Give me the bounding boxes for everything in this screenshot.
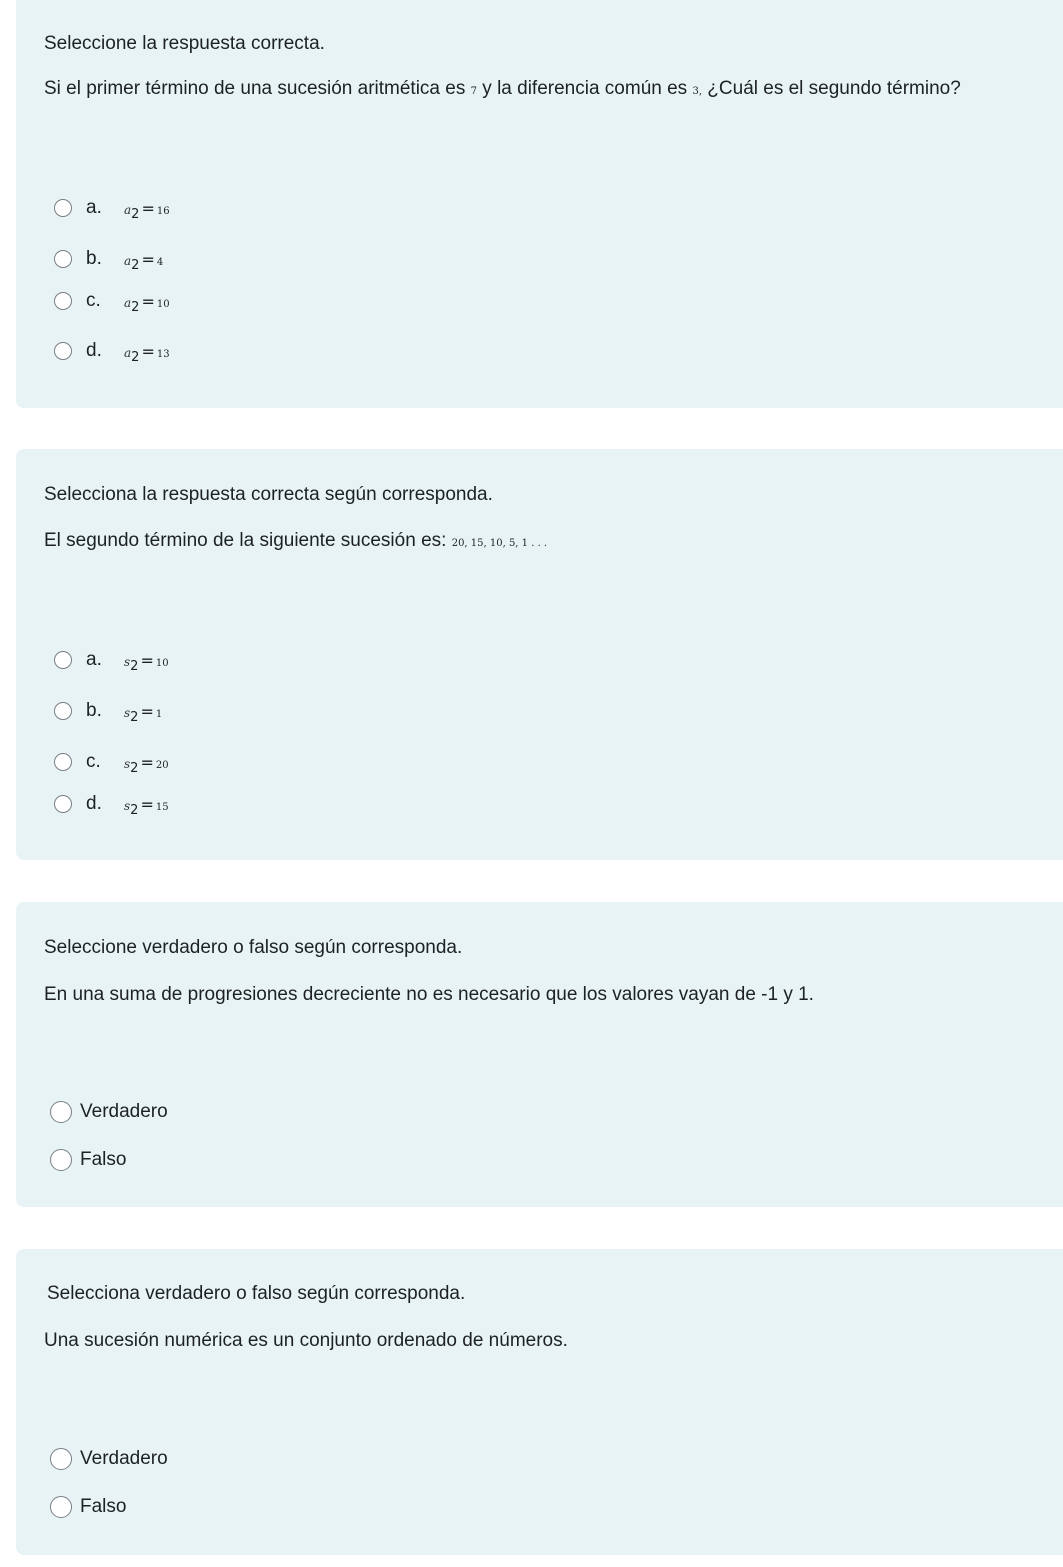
question-text: Una sucesión numérica es un conjunto ordenado de números. [44,1330,568,1351]
option-label: Falso [80,1496,127,1517]
radio-button[interactable] [54,292,72,310]
answer-option-d[interactable] [54,792,169,816]
option-formula: s 2 = 20 [124,752,169,776]
question-instruction: Selecciona verdadero o falso según corresponda. [47,1283,466,1304]
radio-button[interactable] [54,651,72,669]
radio-button[interactable] [54,795,72,813]
math-value: 3, [692,86,703,97]
question-card-2 [16,449,1063,860]
option-label: Falso [80,1149,127,1170]
radio-button[interactable] [54,702,72,720]
option-formula: s 2 = 1 [124,701,163,725]
answer-option-c[interactable] [54,289,170,313]
answer-option-false[interactable] [50,1147,126,1173]
option-letter: a. [86,649,102,670]
question-card-1 [16,0,1063,408]
math-value: 20, 15, 10, 5, 1 . . . [451,538,548,549]
question-text: Si el primer término de una sucesión aritmética es 7 y la diferencia común es 3, ¿Cuál es el segundo término? [44,78,961,99]
answer-option-a[interactable] [54,648,169,672]
answer-option-c[interactable] [54,750,169,774]
question-card-3 [16,902,1063,1207]
radio-button[interactable] [50,1496,72,1518]
radio-button[interactable] [54,753,72,771]
question-instruction: Seleccione la respuesta correcta. [44,33,325,54]
radio-button[interactable] [54,250,72,268]
answer-option-false[interactable] [50,1494,126,1520]
radio-button[interactable] [50,1149,72,1171]
answer-option-b[interactable] [54,247,163,271]
radio-button[interactable] [50,1448,72,1470]
answer-option-a[interactable] [54,196,170,220]
question-card-4 [16,1249,1063,1555]
question-text: El segundo término de la siguiente sucesión es: 20, 15, 10, 5, 1 . . . [44,530,548,551]
option-letter: c. [86,751,101,772]
option-letter: d. [86,793,102,814]
answer-option-true[interactable] [50,1446,168,1472]
option-letter: c. [86,290,101,311]
answer-option-d[interactable] [54,339,170,363]
option-formula: s 2 = 10 [124,650,169,674]
answer-option-true[interactable] [50,1099,168,1125]
option-label: Verdadero [80,1101,168,1122]
math-value: 7 [470,86,478,97]
option-label: Verdadero [80,1448,168,1469]
option-letter: b. [86,700,102,721]
option-letter: a. [86,197,102,218]
question-text: En una suma de progresiones decreciente no es necesario que los valores vayan de -1 y 1. [44,984,814,1005]
option-letter: b. [86,248,102,269]
radio-button[interactable] [54,199,72,217]
question-instruction: Seleccione verdadero o falso según corresponda. [44,937,463,958]
option-formula: a 2 = 10 [124,291,170,315]
question-instruction: Selecciona la respuesta correcta según corresponda. [44,484,493,505]
option-formula: a 2 = 4 [124,249,164,273]
answer-option-b[interactable] [54,699,162,723]
radio-button[interactable] [50,1101,72,1123]
option-formula: s 2 = 15 [124,794,169,818]
option-letter: d. [86,340,102,361]
option-formula: a 2 = 16 [124,198,170,222]
radio-button[interactable] [54,342,72,360]
option-formula: a 2 = 13 [124,341,170,365]
